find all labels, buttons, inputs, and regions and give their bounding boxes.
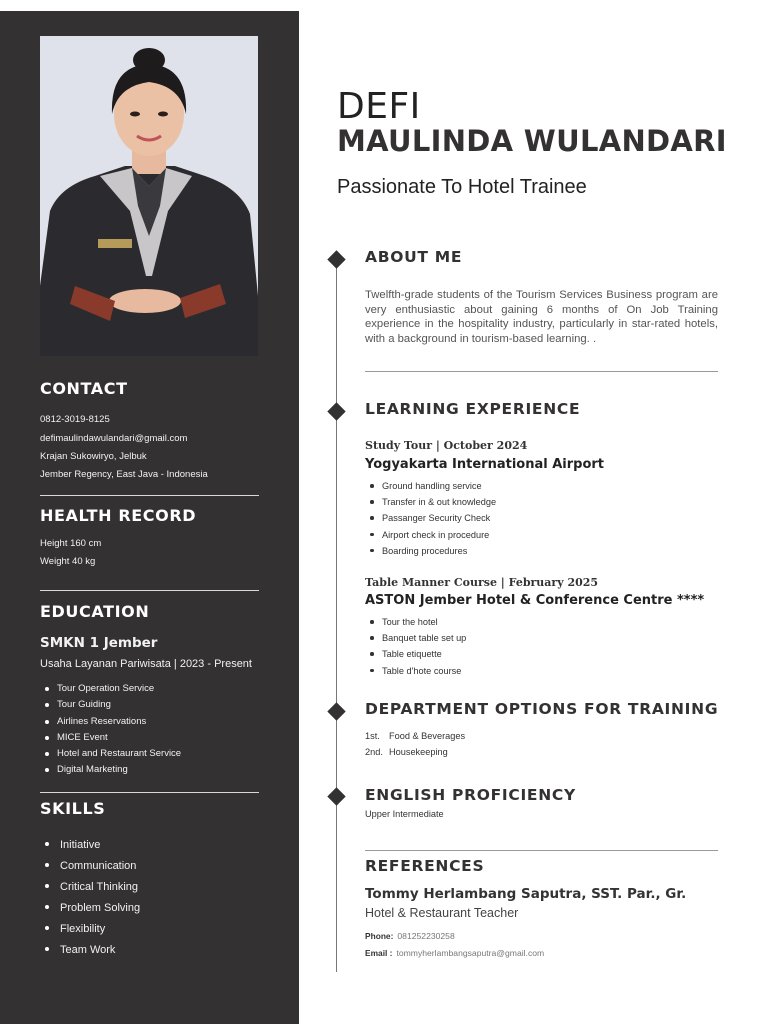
sidebar [0,11,299,1024]
experience-meta: Table Manner Course | February 2025 [365,576,599,589]
timeline-diamond-icon [327,250,345,268]
list-item: Boarding procedures [365,543,496,559]
experience-list [365,614,466,679]
english-level: Upper Intermediate [365,809,444,819]
timeline-line [336,259,337,972]
timeline-diamond-icon [327,787,345,805]
list-item: Airport check in procedure [365,527,496,543]
reference-role: Hotel & Restaurant Teacher [365,906,519,920]
contact-phone: 0812-3019-8125 [40,414,110,425]
education-list [40,681,181,779]
divider [40,495,259,496]
health-weight: Weight 40 kg [40,556,96,567]
department-rank: 1st. [365,731,380,741]
divider [365,371,718,372]
list-item: Problem Solving [40,898,140,919]
department-option [365,747,448,757]
divider [40,590,259,591]
skills-list [40,835,140,961]
department-label: Food & Beverages [389,731,466,741]
experience-place: ASTON Jember Hotel & Conference Centre **** [365,593,705,608]
experience-place: Yogyakarta International Airport [365,457,605,472]
department-title: DEPARTMENT OPTIONS FOR TRAINING [365,700,719,718]
contact-email: defimaulindawulandari@gmail.com [40,433,188,444]
about-text: Twelfth-grade students of the Tourism Services Business program are very enthusiastic about gaining 6 months of On Job Training experience in the hospitality industry, particularly in star-rated hotels, with a background in tourism-based learning. . [365,289,718,345]
list-item: Tour the hotel [365,614,466,630]
references-title: REFERENCES [365,857,485,875]
education-school: SMKN 1 Jember [40,635,158,651]
reference-name: Tommy Herlambang Saputra, SST. Par., Gr. [365,886,687,902]
reference-email-label: Email : [365,948,393,958]
skills-title: SKILLS [40,799,106,818]
list-item: Tour Operation Service [40,681,181,697]
experience-meta: Study Tour | October 2024 [365,439,528,452]
list-item: Transfer in & out knowledge [365,494,496,510]
profile-photo [40,36,258,356]
list-item: Digital Marketing [40,762,181,778]
list-item: Passanger Security Check [365,510,496,526]
contact-title: CONTACT [40,379,128,398]
divider [365,850,718,851]
timeline-diamond-icon [327,702,345,720]
list-item: Airlines Reservations [40,714,181,730]
learning-title: LEARNING EXPERIENCE [365,400,581,418]
list-item: Hotel and Restaurant Service [40,746,181,762]
reference-phone-row [365,931,455,941]
list-item: Table d'hote course [365,663,466,679]
contact-address-line1: Krajan Sukowiryo, Jelbuk [40,451,147,462]
health-title: HEALTH RECORD [40,506,197,525]
last-name: MAULINDA WULANDARI [337,124,727,158]
tagline: Passionate To Hotel Trainee [337,176,587,198]
contact-address-line2: Jember Regency, East Java - Indonesia [40,469,208,480]
education-title: EDUCATION [40,602,150,621]
list-item: Initiative [40,835,140,856]
first-name: DEFI [337,86,421,127]
department-rank: 2nd. [365,747,383,757]
list-item: Banquet table set up [365,630,466,646]
reference-phone: 081252230258 [397,931,455,941]
timeline-diamond-icon [327,402,345,420]
experience-list [365,478,496,559]
reference-email: tommyherlambangsaputra@gmail.com [396,948,545,958]
list-item: Ground handling service [365,478,496,494]
reference-email-row [365,948,544,958]
health-height: Height 160 cm [40,538,102,549]
list-item: Communication [40,856,140,877]
divider [40,792,259,793]
list-item: Tour Guiding [40,697,181,713]
list-item: Table etiquette [365,646,466,662]
list-item: Critical Thinking [40,877,140,898]
about-title: ABOUT ME [365,248,463,266]
list-item: MICE Event [40,730,181,746]
department-option [365,731,465,741]
reference-phone-label: Phone: [365,931,394,941]
list-item: Flexibility [40,919,140,940]
english-title: ENGLISH PROFICIENCY [365,786,576,804]
education-program: Usaha Layanan Pariwisata | 2023 - Present [40,658,252,670]
department-label: Housekeeping [389,747,448,757]
list-item: Team Work [40,940,140,961]
